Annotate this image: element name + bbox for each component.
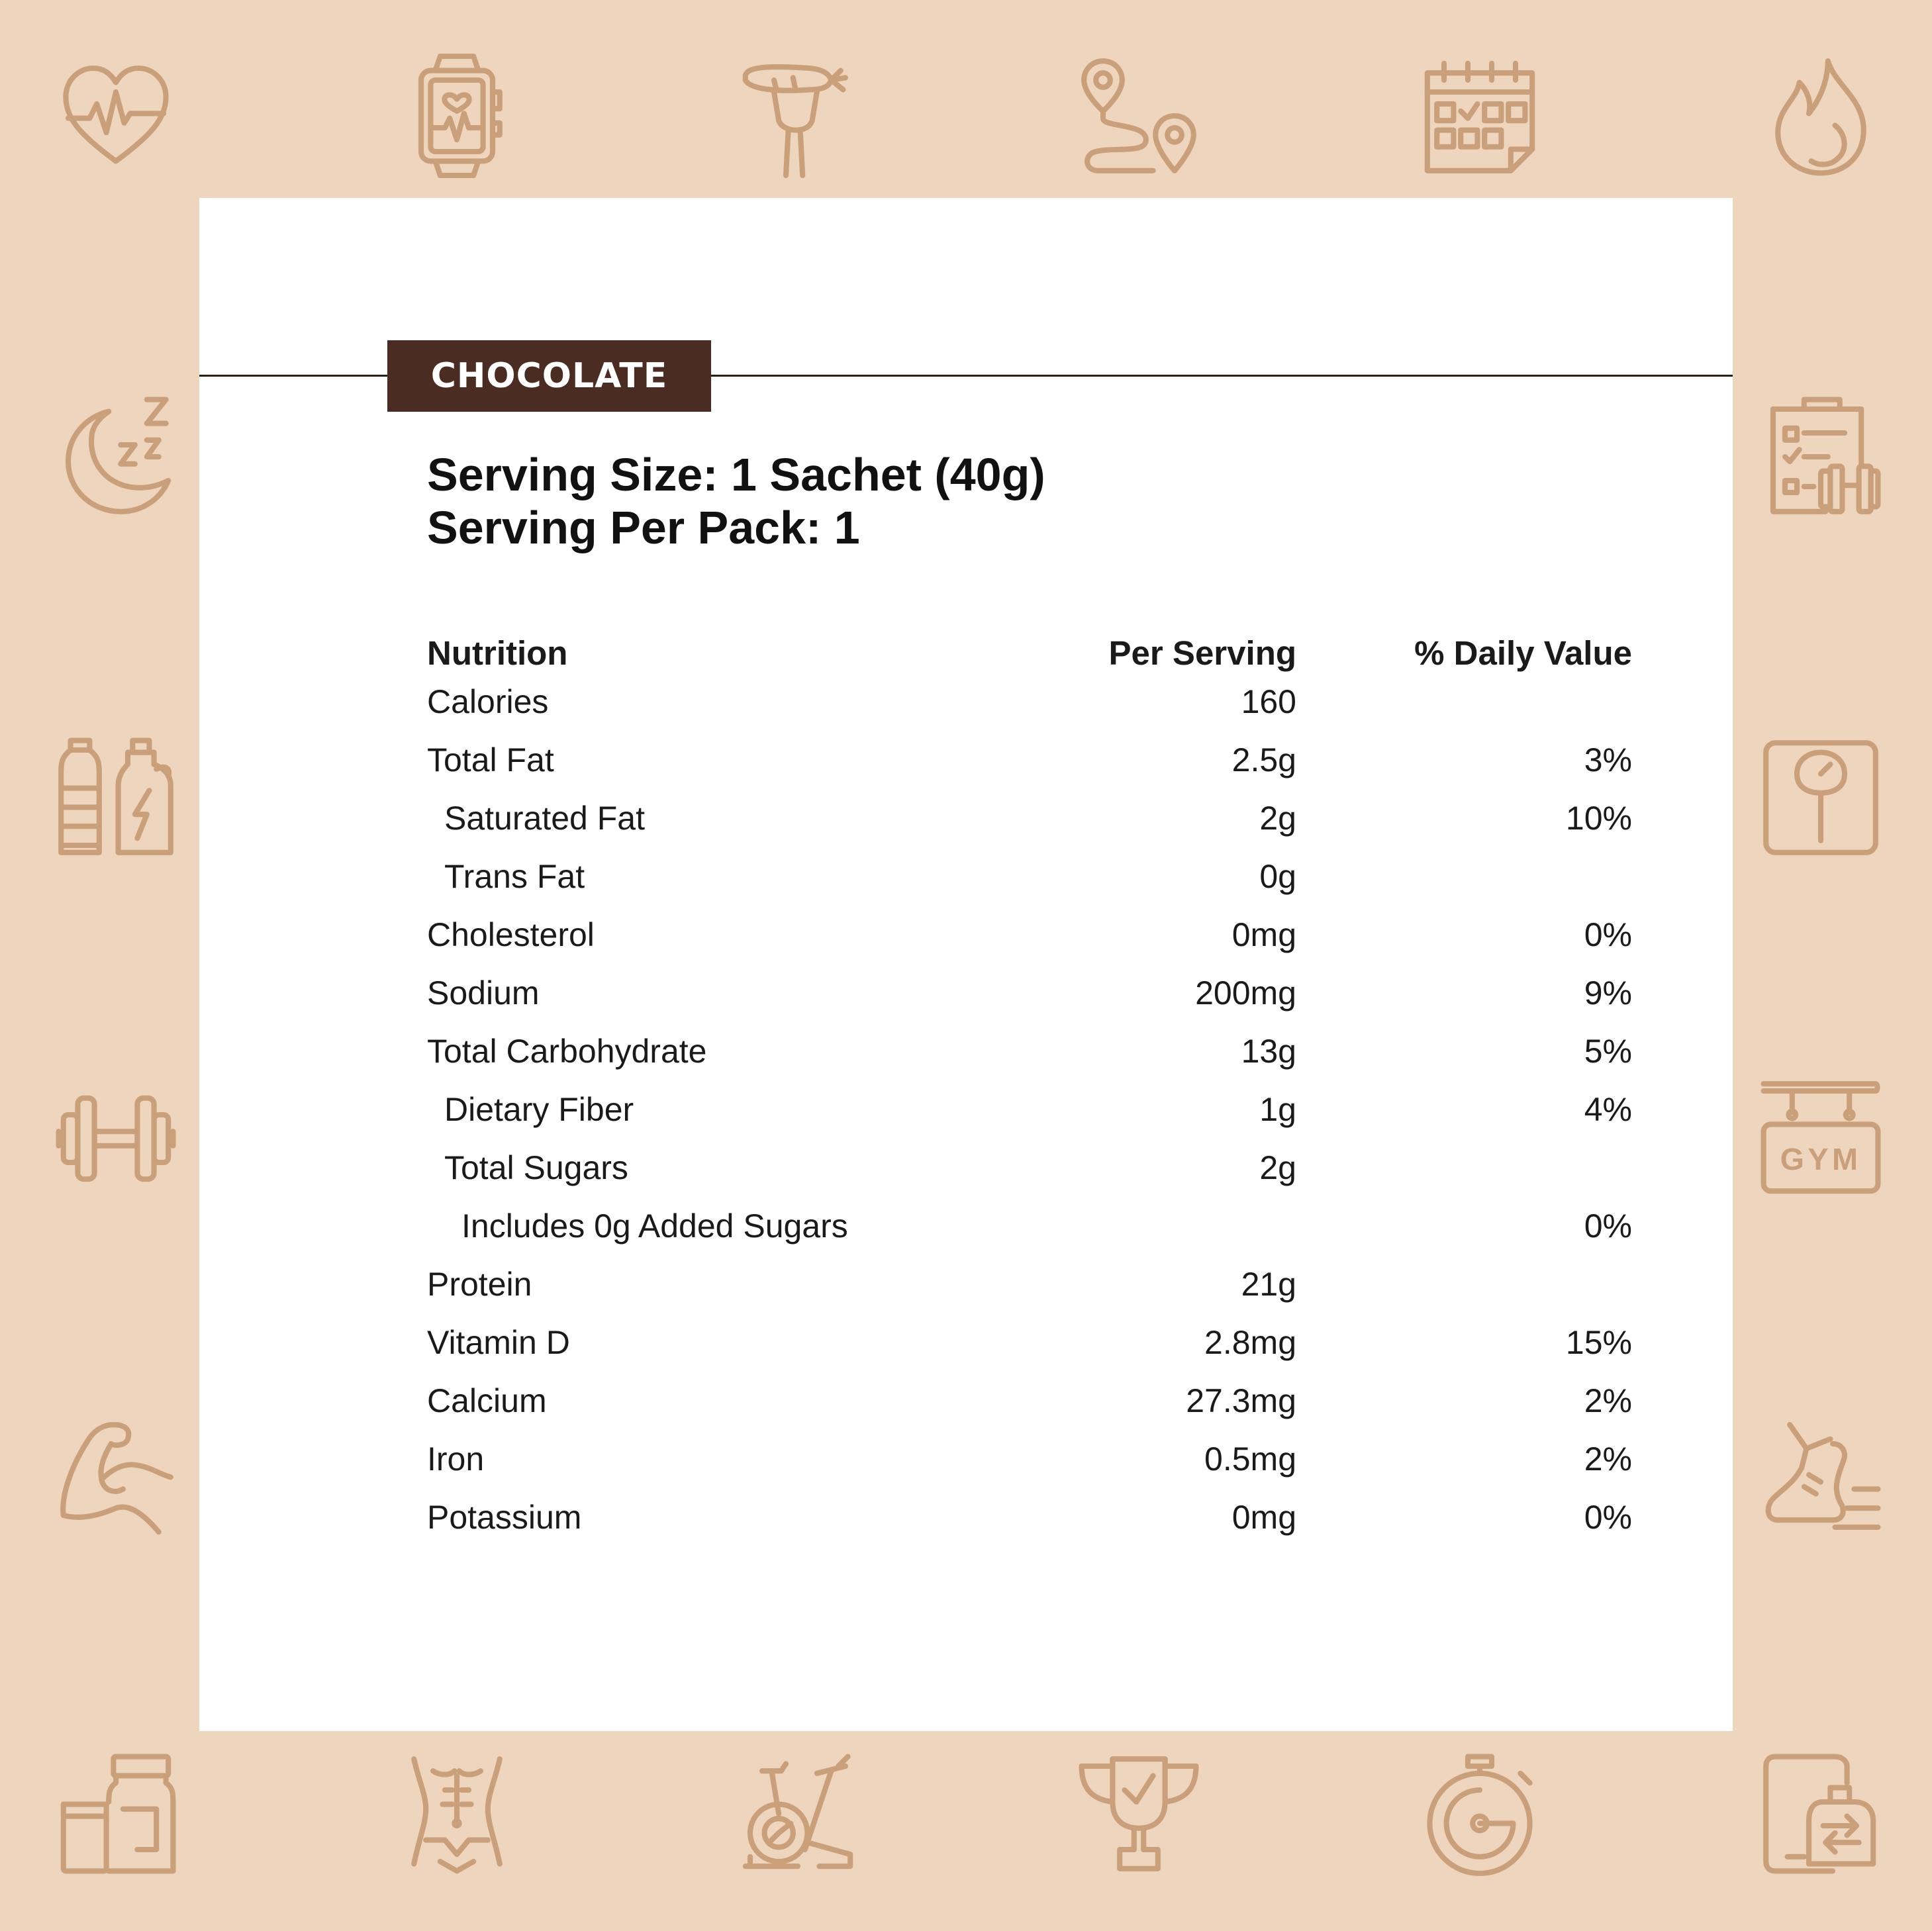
table-row xyxy=(427,916,1632,974)
nutrient-name: Saturated Fat xyxy=(444,800,645,837)
table-row xyxy=(427,1032,1632,1090)
table-row xyxy=(427,683,1632,741)
table-row xyxy=(427,1207,1632,1265)
table-header xyxy=(427,634,1632,683)
table-row xyxy=(427,1323,1632,1382)
per-serving-value: 1g xyxy=(1259,1091,1296,1128)
nutrient-name: Calories xyxy=(427,683,549,720)
gym-sign-icon xyxy=(1761,1079,1880,1198)
table-row xyxy=(427,799,1632,857)
nutrient-name: Iron xyxy=(427,1440,485,1478)
table-row xyxy=(427,974,1632,1032)
nutrient-name: Sodium xyxy=(427,974,540,1012)
daily-value: 2% xyxy=(1584,1440,1632,1478)
daily-value: 5% xyxy=(1584,1033,1632,1070)
gym-sign-text: GYM xyxy=(1780,1141,1862,1176)
nutrient-name: Dietary Fiber xyxy=(444,1091,634,1128)
table-row xyxy=(427,741,1632,799)
weight-scale-icon xyxy=(1761,738,1880,857)
route-pin-icon xyxy=(1079,56,1198,175)
calendar-check-icon xyxy=(1420,56,1539,175)
per-serving-value: 2.5g xyxy=(1232,741,1296,778)
moon-sleep-icon xyxy=(56,397,175,516)
table-body xyxy=(427,683,1632,1556)
daily-value: 15% xyxy=(1565,1324,1632,1361)
nutrient-name: Total Fat xyxy=(427,741,554,778)
fitness-app-icon xyxy=(1761,1754,1880,1873)
daily-value: 9% xyxy=(1584,974,1632,1012)
per-serving-value: 13g xyxy=(1241,1033,1296,1070)
nutrient-name: Total Sugars xyxy=(444,1149,628,1186)
per-serving-value: 27.3mg xyxy=(1186,1382,1296,1419)
nutrient-name: Includes 0g Added Sugars xyxy=(461,1207,848,1245)
nutrient-name: Vitamin D xyxy=(427,1324,570,1361)
servings-per-pack: Serving Per Pack: 1 xyxy=(427,502,860,553)
daily-value: 4% xyxy=(1584,1091,1632,1128)
daily-value: 0% xyxy=(1584,1207,1632,1245)
stopwatch-icon xyxy=(1420,1754,1539,1873)
nutrient-name: Total Carbohydrate xyxy=(427,1033,707,1070)
per-serving-value: 2g xyxy=(1259,800,1296,837)
serving-size: Serving Size: 1 Sachet (40g) xyxy=(427,449,1045,500)
dumbbell-icon xyxy=(56,1079,175,1198)
header-nutrition: Nutrition xyxy=(427,634,568,672)
flexed-arm-icon xyxy=(56,1420,175,1539)
per-serving-value: 0.5mg xyxy=(1204,1440,1296,1478)
daily-value: 0% xyxy=(1584,1499,1632,1536)
nutrient-name: Cholesterol xyxy=(427,916,595,953)
daily-value: 2% xyxy=(1584,1382,1632,1419)
nutrient-name: Calcium xyxy=(427,1382,547,1419)
smartwatch-icon xyxy=(397,56,516,175)
clipboard-dumbbell-icon xyxy=(1761,397,1880,516)
per-serving-value: 0mg xyxy=(1232,916,1296,953)
nutrition-panel xyxy=(199,198,1733,1731)
per-serving-value: 2g xyxy=(1259,1149,1296,1186)
per-serving-value: 0mg xyxy=(1232,1499,1296,1536)
supplement-jars-icon xyxy=(56,1754,175,1873)
trophy-icon xyxy=(1079,1754,1198,1873)
per-serving-value: 160 xyxy=(1241,683,1296,720)
fork-carrot-icon xyxy=(738,56,857,175)
header-daily-value: % Daily Value xyxy=(1414,634,1632,672)
nutrient-name: Protein xyxy=(427,1266,532,1303)
per-serving-value: 200mg xyxy=(1195,974,1296,1012)
abs-torso-icon xyxy=(397,1754,516,1873)
flame-icon xyxy=(1761,56,1880,175)
water-bottles-icon xyxy=(56,738,175,857)
table-row xyxy=(427,1440,1632,1498)
exercise-bike-icon xyxy=(738,1754,857,1873)
flavor-tag: CHOCOLATE xyxy=(387,340,711,412)
per-serving-value: 2.8mg xyxy=(1204,1324,1296,1361)
header-per-serving: Per Serving xyxy=(1108,634,1296,672)
table-row xyxy=(427,1265,1632,1323)
nutrient-name: Trans Fat xyxy=(444,858,585,895)
nutrient-name: Potassium xyxy=(427,1499,582,1536)
per-serving-value: 0g xyxy=(1259,858,1296,895)
table-row xyxy=(427,1090,1632,1149)
table-row xyxy=(427,857,1632,916)
table-row xyxy=(427,1498,1632,1556)
heart-pulse-icon xyxy=(56,56,175,175)
daily-value: 3% xyxy=(1584,741,1632,778)
table-row xyxy=(427,1149,1632,1207)
daily-value: 0% xyxy=(1584,916,1632,953)
table-row xyxy=(427,1382,1632,1440)
running-shoe-icon xyxy=(1761,1420,1880,1539)
per-serving-value: 21g xyxy=(1241,1266,1296,1303)
daily-value: 10% xyxy=(1565,800,1632,837)
nutrition-table xyxy=(427,634,1632,1556)
serving-info xyxy=(427,448,1045,554)
